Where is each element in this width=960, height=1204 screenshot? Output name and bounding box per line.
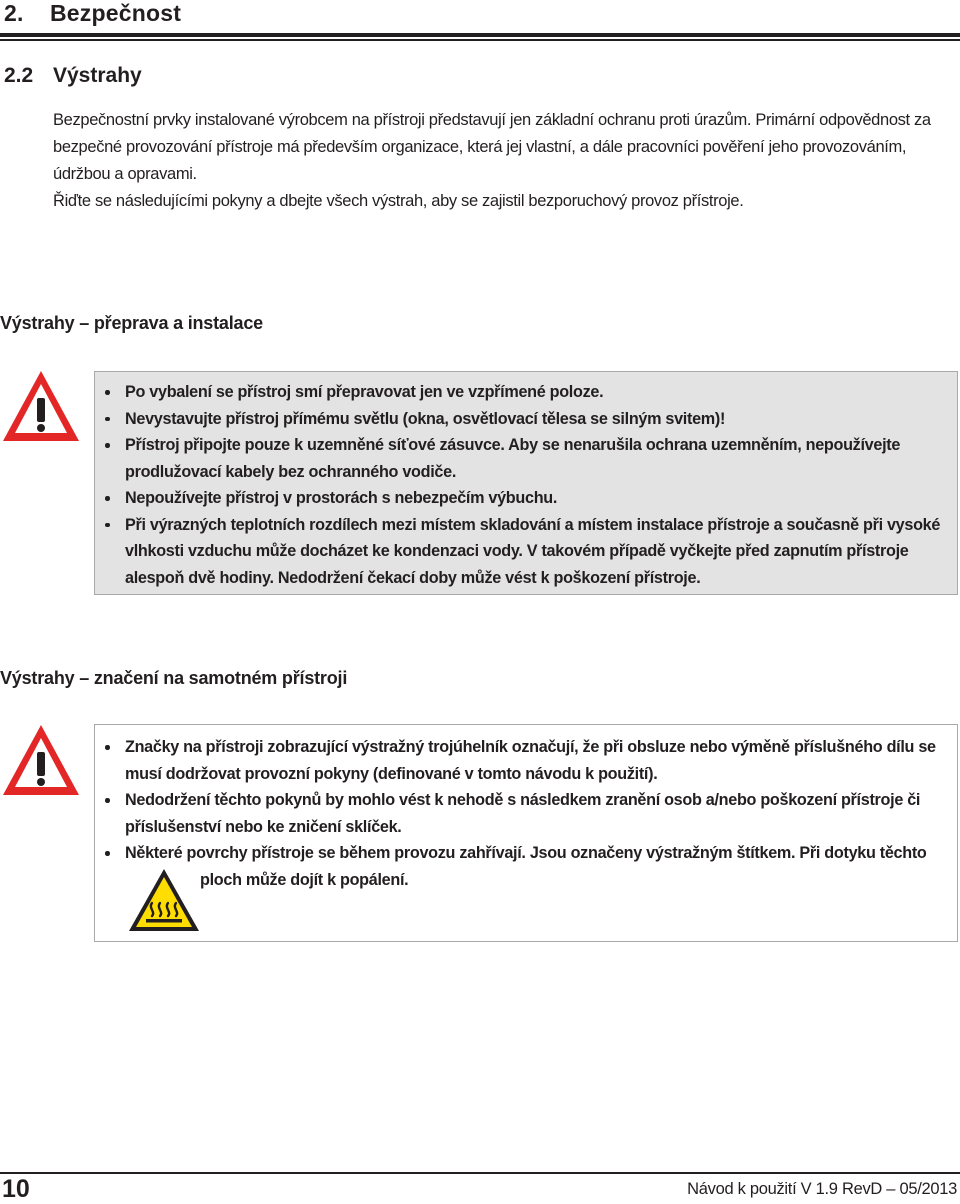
chapter-number: 2. [4,0,24,26]
warning-triangle-icon [0,368,82,444]
marking-heading: Výstrahy – značení na samotném přístroji [0,668,348,688]
page-number: 10 [2,1175,30,1203]
intro-paragraph-1: Bezpečnostní prvky instalované výrobcem na přístroji představují jen základní ochranu proti úrazům. Primární odpovědnost za bezpečné provozování přístroje má především organizace, která jej vlastní, a dále pracovníci pověření jeho provozováním, údržbou a opravami. [53,111,931,183]
list-item: Přístroj připojte pouze k uzemněné síťové zásuvce. Aby se nenarušila ochrana uzemněním, nepoužívejte prodlužovací kabely bez ochranného vodiče. [95,432,957,485]
marking-warning-list [95,734,957,893]
intro-paragraph-2: Řiďte se následujícími pokyny a dbejte všech výstrah, aby se zajistil bezporuchový provoz přístroje. [53,192,744,210]
section-number: 2.2 [4,64,34,87]
chapter-title-text: Bezpečnost [50,0,182,26]
header-rule [0,33,960,37]
marking-warning-box [94,724,958,942]
list-item [95,840,957,893]
transport-heading: Výstrahy – přeprava a instalace [0,313,263,333]
transport-warning-box [94,371,958,595]
list-item: Při výrazných teplotních rozdílech mezi místem skladování a místem instalace přístroje a současně při vysoké vlhkosti vzduchu může docházet ke kondenzaci vody. V takovém případě vyčkejte před zapnutím přístroje alespoň dvě hodiny. Nedodržení čekací doby může vést k poškození přístroje. [95,512,957,592]
list-item-text: Některé povrchy přístroje se během provozu zahřívají. Jsou označeny výstražným štítkem. Při dotyku těchto [125,844,927,862]
section-title-text: Výstrahy [53,64,142,87]
footer-rule [0,1172,960,1174]
transport-warning-list [95,379,957,591]
document-version: Návod k použití V 1.9 RevD – 05/2013 [687,1180,957,1198]
intro-text [53,107,958,215]
header-rule-thin [0,39,960,41]
list-item: Nevystavujte přístroj přímému světlu (okna, osvětlovací tělesa se silným svitem)! [95,406,957,433]
chapter-title [4,0,181,27]
list-item-continuation: ploch může dojít k popálení. [200,870,409,889]
hot-surface-icon [126,866,202,934]
list-item: Po vybalení se přístroj smí přepravovat jen ve vzpřímené poloze. [95,379,957,406]
warning-triangle-icon [0,722,82,798]
list-item: Nepoužívejte přístroj v prostorách s nebezpečím výbuchu. [95,485,957,512]
list-item: Nedodržení těchto pokynů by mohlo vést k nehodě s následkem zranění osob a/nebo poškození přístroje či příslušenství nebo ke zničení sklíček. [95,787,957,840]
section-title [4,64,142,88]
list-item: Značky na přístroji zobrazující výstražný trojúhelník označují, že při obsluze nebo výměně příslušného dílu se musí dodržovat provozní pokyny (definované v tomto návodu k použití). [95,734,957,787]
